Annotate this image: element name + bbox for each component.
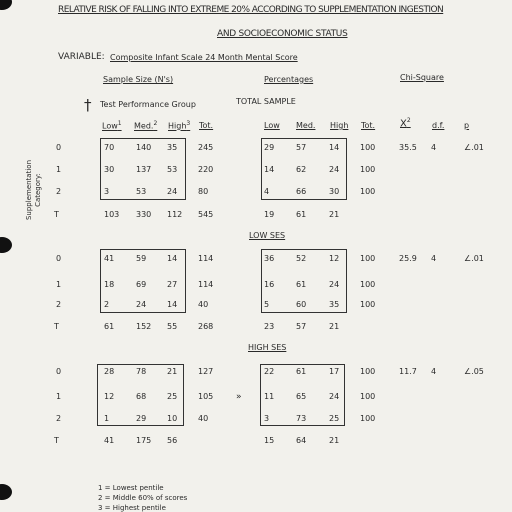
count-cell: 175	[136, 436, 152, 445]
count-cell: 69	[136, 280, 147, 289]
count-cell: 1	[104, 414, 110, 423]
percent-cell: 29	[264, 143, 275, 152]
count-cell: 29	[136, 414, 147, 423]
count-total-cell: 114	[198, 254, 214, 263]
count-total-cell: 545	[198, 210, 214, 219]
count-cell: 70	[104, 143, 115, 152]
percent-total-cell: 100	[360, 280, 376, 289]
document-subtitle: AND SOCIOECONOMIC STATUS	[217, 29, 348, 39]
chi-square-value: 35.5	[399, 143, 417, 152]
count-cell: 14	[167, 254, 178, 263]
binder-hole	[0, 484, 12, 500]
count-cell: 53	[136, 187, 147, 196]
percent-cell: 3	[264, 414, 270, 423]
percent-cell: 21	[329, 210, 340, 219]
count-cell: 10	[167, 414, 178, 423]
count-total-cell: 245	[198, 143, 214, 152]
high-ses-label: HIGH SES	[248, 343, 287, 352]
count-cell: 28	[104, 367, 115, 376]
percent-cell: 21	[329, 322, 340, 331]
supplementation-category-label: Supplementation Category:	[25, 159, 42, 221]
percent-total-cell: 100	[360, 367, 376, 376]
count-cell: 137	[136, 165, 152, 174]
percent-cell: 12	[329, 254, 340, 263]
pct-tot-header: Tot.	[361, 121, 376, 130]
dagger-mark: †	[84, 96, 92, 114]
degrees-of-freedom-value: 4	[431, 143, 437, 152]
percent-cell: 30	[329, 187, 340, 196]
count-cell: 3	[104, 187, 110, 196]
percent-cell: 19	[264, 210, 275, 219]
p-value: ∠.01	[464, 143, 484, 152]
count-cell: 330	[136, 210, 152, 219]
count-total-cell: 40	[198, 300, 209, 309]
count-cell: 24	[136, 300, 147, 309]
percent-cell: 65	[296, 392, 307, 401]
category-label: 0	[56, 254, 62, 263]
percent-cell: 52	[296, 254, 307, 263]
count-cell: 27	[167, 280, 178, 289]
count-cell: 152	[136, 322, 152, 331]
count-cell: 24	[167, 187, 178, 196]
percent-cell: 25	[329, 414, 340, 423]
percent-cell: 15	[264, 436, 275, 445]
percent-total-cell: 100	[360, 392, 376, 401]
percent-cell: 23	[264, 322, 275, 331]
percentages-header: Percentages	[264, 75, 314, 84]
percent-cell: 64	[296, 436, 307, 445]
count-cell: 78	[136, 367, 147, 376]
high-header: High$^3$	[168, 120, 191, 131]
test-performance-group-label: Test Performance Group	[100, 100, 196, 109]
count-cell: 14	[167, 300, 178, 309]
percent-cell: 5	[264, 300, 270, 309]
percent-cell: 17	[329, 367, 340, 376]
percent-cell: 36	[264, 254, 275, 263]
category-label: 2	[56, 414, 62, 423]
pct-low-header: Low	[264, 121, 280, 130]
category-label: 2	[56, 300, 62, 309]
binder-hole	[0, 237, 12, 253]
count-cell: 18	[104, 280, 115, 289]
binder-hole	[0, 0, 12, 10]
percent-cell: 57	[296, 322, 307, 331]
percent-cell: 21	[329, 436, 340, 445]
category-label: 1	[56, 280, 62, 289]
percent-cell: 62	[296, 165, 307, 174]
percent-total-cell: 100	[360, 165, 376, 174]
count-cell: 53	[167, 165, 178, 174]
variable-value: Composite Infant Scale 24 Month Mental Score	[110, 53, 298, 62]
count-total-cell: 105	[198, 392, 214, 401]
count-total-cell: 220	[198, 165, 214, 174]
percent-cell: 60	[296, 300, 307, 309]
percent-cell: 66	[296, 187, 307, 196]
category-label: T	[54, 436, 59, 445]
category-label: T	[54, 322, 59, 331]
percent-total-cell: 100	[360, 300, 376, 309]
stray-mark: »	[236, 392, 242, 402]
count-cell: 25	[167, 392, 178, 401]
percent-cell: 57	[296, 143, 307, 152]
percent-cell: 22	[264, 367, 275, 376]
sample-size-header: Sample Size (N's)	[103, 75, 174, 84]
count-cell: 21	[167, 367, 178, 376]
low-header: Low$^1$	[102, 120, 122, 131]
percent-total-cell: 100	[360, 187, 376, 196]
footnote-2: 2 = Middle 60% of scores	[98, 494, 188, 502]
percent-cell: 73	[296, 414, 307, 423]
p-header: p	[464, 121, 470, 130]
degrees-of-freedom-value: 4	[431, 254, 437, 263]
count-cell: 140	[136, 143, 152, 152]
percent-total-cell: 100	[360, 254, 376, 263]
category-label: 1	[56, 392, 62, 401]
count-cell: 55	[167, 322, 178, 331]
count-cell: 41	[104, 254, 115, 263]
count-total-cell: 127	[198, 367, 214, 376]
variable-label: VARIABLE:	[58, 52, 105, 62]
count-cell: 41	[104, 436, 115, 445]
med-header: Med.$^2$	[134, 120, 158, 131]
pct-high-header: High	[330, 121, 349, 130]
percent-cell: 11	[264, 392, 275, 401]
percent-cell: 24	[329, 165, 340, 174]
count-total-cell: 40	[198, 414, 209, 423]
percent-cell: 16	[264, 280, 275, 289]
percent-cell: 61	[296, 210, 307, 219]
percent-cell: 14	[329, 143, 340, 152]
percent-cell: 24	[329, 392, 340, 401]
chi-square-value: 11.7	[399, 367, 417, 376]
chi-square-symbol: $X^2$	[400, 117, 411, 130]
count-total-cell: 268	[198, 322, 214, 331]
low-ses-label: LOW SES	[249, 231, 286, 240]
percent-cell: 61	[296, 280, 307, 289]
total-sample-label: TOTAL SAMPLE	[236, 97, 296, 106]
p-value: ∠.05	[464, 367, 484, 376]
category-label: 1	[56, 165, 62, 174]
count-cell: 112	[167, 210, 183, 219]
category-label: 2	[56, 187, 62, 196]
document-title: RELATIVE RISK OF FALLING INTO EXTREME 20% ACCORDING TO SUPPLEMENTATION INGESTION	[58, 5, 444, 15]
percent-cell: 4	[264, 187, 270, 196]
percent-total-cell: 100	[360, 143, 376, 152]
chi-square-value: 25.9	[399, 254, 417, 263]
pct-med-header: Med.	[296, 121, 316, 130]
category-label: T	[54, 210, 59, 219]
count-cell: 68	[136, 392, 147, 401]
count-cell: 2	[104, 300, 110, 309]
count-cell: 103	[104, 210, 120, 219]
category-label: 0	[56, 143, 62, 152]
footnote-1: 1 = Lowest pentile	[98, 484, 164, 492]
count-cell: 35	[167, 143, 178, 152]
tot-header: Tot.	[199, 121, 214, 130]
p-value: ∠.01	[464, 254, 484, 263]
count-total-cell: 114	[198, 280, 214, 289]
footnote-3: 3 = Highest pentile	[98, 504, 166, 512]
degrees-of-freedom-value: 4	[431, 367, 437, 376]
count-cell: 59	[136, 254, 147, 263]
count-cell: 12	[104, 392, 115, 401]
percent-total-cell: 100	[360, 414, 376, 423]
count-total-cell: 80	[198, 187, 209, 196]
count-cell: 56	[167, 436, 178, 445]
percent-cell: 14	[264, 165, 275, 174]
percent-cell: 35	[329, 300, 340, 309]
chi-square-header: Chi-Square	[400, 73, 444, 82]
percent-cell: 24	[329, 280, 340, 289]
percent-cell: 61	[296, 367, 307, 376]
category-label: 0	[56, 367, 62, 376]
count-cell: 61	[104, 322, 115, 331]
df-header: d.f.	[432, 121, 445, 130]
count-cell: 30	[104, 165, 115, 174]
